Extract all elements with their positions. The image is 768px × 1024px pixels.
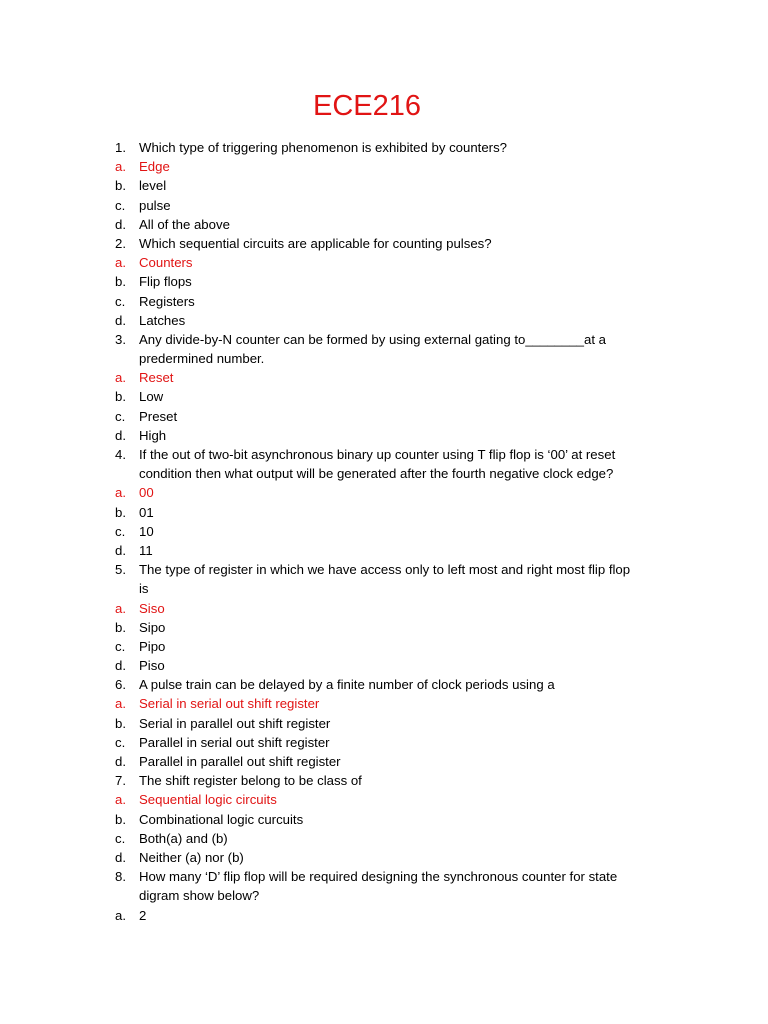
correct-answer-option: [0, 599, 768, 618]
option-text: All of the above: [139, 216, 230, 232]
option-letter: c.: [115, 523, 126, 539]
option-text: pulse: [139, 197, 171, 213]
option-letter: c.: [115, 830, 126, 846]
question-line: [0, 675, 768, 694]
question-text: predermined number.: [139, 351, 265, 367]
answer-option: [0, 176, 768, 195]
correct-answer-option: [0, 694, 768, 713]
option-text: 01: [139, 504, 154, 520]
answer-option: [0, 387, 768, 406]
question-line: [0, 445, 768, 464]
option-text: Serial in parallel out shift register: [139, 715, 331, 731]
option-text: Sipo: [139, 619, 166, 635]
question-number: 6.: [115, 677, 126, 693]
question-text: How many ‘D’ flip flop will be required designing the synchronous counter for state: [139, 869, 618, 885]
question-text: Which sequential circuits are applicable for counting pulses?: [139, 235, 492, 251]
option-text: Parallel in serial out shift register: [139, 734, 330, 750]
answer-option: [0, 829, 768, 848]
option-letter: b.: [115, 178, 126, 194]
answer-option: [0, 848, 768, 867]
question-number: 1.: [115, 140, 126, 155]
question-line: [0, 234, 768, 253]
option-text: Piso: [139, 658, 165, 674]
option-letter: d.: [115, 312, 126, 328]
answer-option: [0, 656, 768, 675]
question-number: 2.: [115, 235, 126, 251]
option-text: 10: [139, 523, 154, 539]
option-text: Latches: [139, 312, 186, 328]
option-text: Both(a) and (b): [139, 830, 228, 846]
option-text: Flip flops: [139, 274, 192, 290]
question-text: A pulse train can be delayed by a finite number of clock periods using a: [139, 677, 555, 693]
question-text: The shift register belong to be class of: [139, 773, 362, 789]
option-letter: d.: [115, 216, 126, 232]
option-letter: c.: [115, 734, 126, 750]
option-text: Combinational logic curcuits: [139, 811, 304, 827]
option-text: Registers: [139, 293, 195, 309]
question-text: Which type of triggering phenomenon is exhibited by counters?: [139, 140, 508, 155]
option-letter: a.: [115, 159, 126, 175]
question-text: Any divide-by-N counter can be formed by using external gating to________at a: [139, 331, 606, 347]
question-number: 8.: [115, 869, 126, 885]
option-letter: d.: [115, 849, 126, 865]
option-letter: d.: [115, 658, 126, 674]
option-letter: b.: [115, 619, 126, 635]
option-letter: a.: [115, 696, 126, 712]
answer-option: [0, 733, 768, 752]
option-text: Edge: [139, 159, 170, 175]
answer-option: [0, 196, 768, 215]
option-text: 11: [139, 542, 153, 558]
option-letter: a.: [115, 370, 126, 386]
correct-answer-option: [0, 253, 768, 272]
answer-option: [0, 618, 768, 637]
answer-option: [0, 906, 768, 925]
question-continuation: [0, 579, 768, 598]
question-number: 4.: [115, 447, 126, 462]
answer-option: [0, 311, 768, 330]
answer-option: [0, 426, 768, 445]
answer-option: [0, 752, 768, 771]
question-text: condition then what output will be generated after the fourth negative clock edge?: [139, 466, 614, 482]
option-letter: a.: [115, 907, 126, 923]
question-line: [0, 867, 768, 886]
question-line: [0, 560, 768, 579]
question-number: 3.: [115, 331, 126, 347]
option-letter: d.: [115, 542, 126, 558]
answer-option: [0, 407, 768, 426]
option-text: High: [139, 427, 167, 443]
correct-answer-option: [0, 368, 768, 387]
option-text: 00: [139, 485, 154, 501]
option-text: Reset: [139, 370, 174, 386]
answer-option: [0, 714, 768, 733]
answer-option: [0, 272, 768, 291]
option-text: Preset: [139, 408, 178, 424]
option-text: Pipo: [139, 638, 166, 654]
page-title: ECE216: [313, 90, 422, 122]
option-letter: a.: [115, 600, 126, 616]
question-continuation: [0, 349, 768, 368]
correct-answer-option: [0, 483, 768, 502]
option-text: Siso: [139, 600, 165, 616]
answer-option: [0, 292, 768, 311]
question-number: 7.: [115, 773, 126, 789]
option-letter: a.: [115, 485, 126, 501]
option-text: Parallel in parallel out shift register: [139, 754, 341, 769]
option-letter: c.: [115, 197, 126, 213]
option-letter: a.: [115, 255, 126, 271]
correct-answer-option: [0, 790, 768, 809]
option-letter: d.: [115, 427, 126, 443]
question-line: [0, 330, 768, 349]
option-letter: b.: [115, 504, 126, 520]
question-line: [0, 771, 768, 790]
answer-option: [0, 541, 768, 560]
question-line: [0, 138, 768, 157]
option-letter: a.: [115, 792, 126, 808]
option-letter: c.: [115, 293, 126, 309]
question-text: The type of register in which we have access only to left most and right most flip flop: [139, 562, 631, 578]
question-text: digram show below?: [139, 888, 260, 904]
answer-option: [0, 503, 768, 522]
question-list: [0, 138, 768, 925]
question-number: 5.: [115, 562, 126, 578]
option-text: Low: [139, 389, 164, 405]
option-letter: b.: [115, 811, 126, 827]
option-letter: b.: [115, 715, 126, 731]
option-text: Counters: [139, 255, 193, 271]
question-text: If the out of two-bit asynchronous binary up counter using T flip flop is ‘00’ at reset: [139, 447, 616, 462]
answer-option: [0, 810, 768, 829]
option-letter: c.: [115, 408, 126, 424]
question-continuation: [0, 886, 768, 905]
option-text: 2: [139, 907, 147, 923]
answer-option: [0, 637, 768, 656]
option-letter: c.: [115, 638, 126, 654]
option-text: Sequential logic circuits: [139, 792, 277, 808]
option-letter: b.: [115, 389, 126, 405]
option-letter: d.: [115, 754, 126, 769]
option-text: level: [139, 178, 167, 194]
answer-option: [0, 215, 768, 234]
answer-option: [0, 522, 768, 541]
option-letter: b.: [115, 274, 126, 290]
option-text: Serial in serial out shift register: [139, 696, 320, 712]
option-text: Neither (a) nor (b): [139, 849, 244, 865]
question-text: is: [139, 581, 149, 597]
question-continuation: [0, 464, 768, 483]
correct-answer-option: [0, 157, 768, 176]
